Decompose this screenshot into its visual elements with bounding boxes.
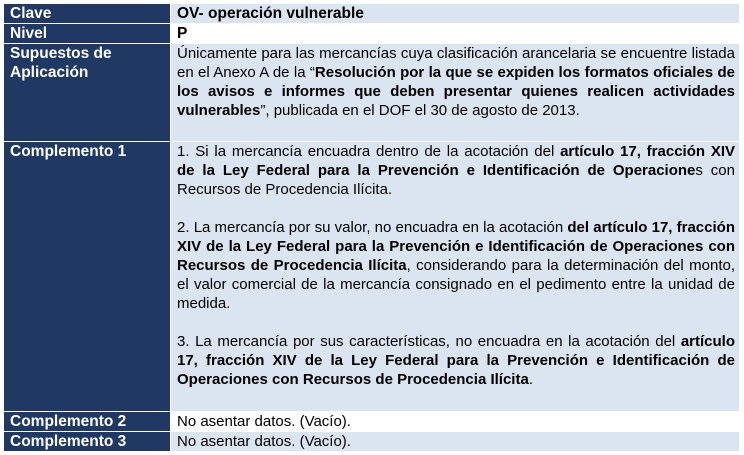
complemento-1-paragraph-1: [177, 142, 735, 199]
row-complemento-2: [4, 411, 740, 431]
c1-p3-bold: artículo 17, fracción XIV de la Ley Federal para la Prevención e Identificación de Operaciones con Recursos de Procedencia Ilícita: [177, 333, 735, 389]
label-supuestos: Supuestos de Aplicación: [4, 44, 171, 142]
row-nivel: [4, 24, 740, 44]
label-complemento-2: Complemento 2: [4, 411, 171, 431]
complemento-1-paragraph-3: [177, 332, 735, 389]
c1-p2-bold: del artículo 17, fracción XIV de la Ley Federal para la Prevención e Identificación de Operaciones con Recursos de Procedencia Ilícita: [177, 219, 735, 275]
value-complemento-1: [171, 142, 740, 411]
supuestos-text-3: ”, publicada en el DOF el 30 de agosto de 2013.: [260, 102, 580, 120]
label-complemento-1: Complemento 1: [4, 142, 171, 411]
c1-p3-text: 3. La mercancía por sus características, no encuadra en la acotación del: [177, 333, 681, 351]
value-complemento-2: No asentar datos. (Vacío).: [171, 411, 740, 431]
c1-p1-bold: artículo 17, fracción XIV de la Ley Federal para la Prevención e Identificación de Operacione: [177, 143, 735, 180]
row-supuestos: [4, 44, 740, 142]
value-complemento-3: No asentar datos. (Vacío).: [171, 431, 740, 451]
supuestos-text-1: Únicamente para las mercancías cuya clasificación arancelaria se encuentre listada en el Anexo A de la “: [177, 45, 735, 82]
complemento-1-paragraph-2: [177, 218, 735, 313]
label-clave: Clave: [4, 4, 171, 24]
field-definition-table: [3, 3, 740, 452]
value-supuestos: [171, 44, 740, 142]
row-clave: [4, 4, 740, 24]
c1-p2-tail: , considerando para la determinación del monto, el valor comercial de la mercancía consignado en el pedimento entre la unidad de medida.: [177, 257, 735, 313]
label-nivel: Nivel: [4, 24, 171, 44]
c1-p1-tail: s con Recursos de Procedencia Ilícita.: [177, 162, 735, 199]
row-complemento-1: [4, 142, 740, 411]
c1-p3-tail: .: [528, 371, 533, 389]
c1-p1-text: 1. Si la mercancía encuadra dentro de la acotación del: [177, 143, 561, 161]
row-complemento-3: [4, 431, 740, 451]
label-complemento-3: Complemento 3: [4, 431, 171, 451]
value-clave: OV- operación vulnerable: [171, 4, 740, 24]
supuestos-text-resolucion: Resolución por la que se expiden los formatos oficiales de los avisos e informes que deben presentar quienes realicen actividades vulnerables: [177, 64, 735, 120]
value-nivel: P: [171, 24, 740, 44]
c1-p2-text: 2. La mercancía por su valor, no encuadra en la acotación: [177, 219, 568, 237]
